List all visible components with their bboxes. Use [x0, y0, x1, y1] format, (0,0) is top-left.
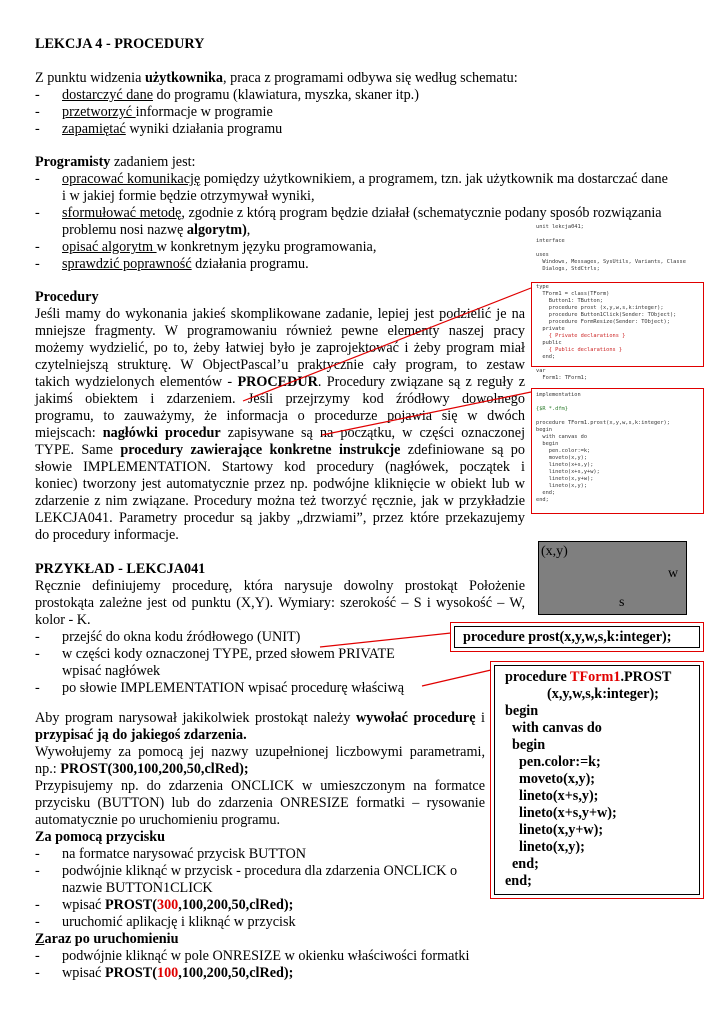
intro-item-text: informacje w programie: [135, 104, 273, 120]
procedures-text: zdefiniowane są po: [400, 442, 525, 458]
procedures-text: zapisywane są na początku, w części oznaczonej: [220, 425, 526, 441]
code-line: type: [536, 284, 549, 290]
programmer-item-underlined: opisać algorytm: [62, 239, 157, 255]
button-step-bold: PROST(: [104, 897, 157, 913]
programmer-item-text: , zgodnie z którą program będzie działał (schematycznie podany sposób rozwiązania: [181, 205, 662, 221]
onresize-step-text: wpisać: [62, 965, 105, 981]
impl-line: lineto(x,y+w);: [519, 822, 604, 838]
example-line: kolor - K.: [35, 612, 91, 628]
onresize-step-bold: PROST(: [104, 965, 157, 981]
bullet-dash: -: [35, 646, 40, 662]
code-line: uses: [536, 252, 549, 258]
bullet-dash: -: [35, 846, 40, 862]
button-step-red: 300: [156, 897, 179, 913]
procedures-text: miejscach:: [35, 425, 103, 441]
button-step: uruchomić aplikację i kliknąć w przycisk: [62, 914, 296, 930]
bullet-dash: -: [35, 914, 40, 930]
programmer-item-cont: i w jakiej formie będzie otrzymywał wyniki,: [62, 188, 315, 204]
programmer-item-bold: algorytm): [186, 222, 247, 238]
programmer-item-underlined: sprawdzić poprawność: [62, 256, 192, 272]
impl-text: .PROST: [620, 669, 672, 685]
code-line: end;: [536, 354, 556, 360]
code-line: private: [536, 326, 565, 332]
bullet-dash: -: [35, 680, 40, 696]
code-line: TForm1 = class(TForm): [536, 291, 610, 297]
procedures-bold: PROCEDUR: [237, 374, 318, 390]
example-step: w części kody oznaczonej TYPE, przed słowem PRIVATE: [62, 646, 395, 662]
code-line: Form1: TForm1;: [536, 375, 588, 381]
code-line: end;: [536, 490, 556, 496]
code-comment: { Public declarations }: [536, 347, 623, 353]
example-heading: PRZYKŁAD - LEKCJA041: [35, 561, 206, 577]
code-line: begin: [536, 441, 559, 447]
impl-line: begin: [505, 703, 539, 719]
bullet-dash: -: [35, 121, 40, 137]
code-line: implementation: [536, 392, 581, 398]
procedures-line: programu, to zauważymy, że informacja o procedurze pojawia się w dwóch: [35, 408, 525, 424]
code-line: Button1: TButton;: [536, 298, 603, 304]
code-line: lineto(x,y);: [536, 483, 588, 489]
code-line: pen.color:=k;: [536, 448, 591, 454]
bullet-dash: -: [35, 863, 40, 879]
procedures-bold: nagłówki procedur: [102, 425, 221, 441]
pointer-line-procedure: [422, 670, 491, 686]
code-line: unit lekcja041;: [536, 224, 584, 230]
call-bold: PROST(300,100,200,50,clRed);: [60, 761, 249, 777]
call-text: np.:: [35, 761, 61, 777]
programmer-item-underlined: opracować komunikację: [62, 171, 201, 187]
bullet-dash: -: [35, 965, 40, 981]
bullet-dash: -: [35, 897, 40, 913]
impl-line: lineto(x+s,y);: [519, 788, 599, 804]
code-line: moveto(x,y);: [536, 455, 588, 461]
figure-xy-label: (x,y): [541, 544, 568, 559]
button-step-text: wpisać: [62, 897, 105, 913]
code-line: procedure FormResize(Sender: TObject);: [536, 319, 670, 325]
code-line: Dialogs, StdCtrls;: [536, 266, 600, 272]
button-step-bold: ,100,200,50,clRed);: [178, 897, 294, 913]
impl-line: moveto(x,y);: [519, 771, 596, 787]
figure-s-label: s: [619, 595, 625, 610]
intro-item-text: do programu (klawiatura, myszka, skaner itp.): [153, 87, 419, 103]
bullet-dash: -: [35, 205, 40, 221]
programmer-item-text: problemu nosi nazwę: [62, 222, 187, 238]
programmer-item-text: pomiędzy użytkownikiem, a programem, tzn. jak użytkownik ma dostarczać dane: [200, 171, 668, 187]
example-line: prostokąta zależne jest od punktu (X,Y). Wymiary: szerokość – S i wysokość – W,: [35, 595, 525, 611]
intro-item-underlined: dostarczyć dane: [62, 87, 153, 103]
procedures-line: słowie IMPLEMENTATION. Startowy kod procedury (nagłówek, początek i: [35, 459, 525, 475]
code-line: interface: [536, 238, 565, 244]
programmer-item-text: działania programu.: [191, 256, 309, 272]
call-paragraph-line: automatycznie po uruchomieniu programu.: [35, 812, 281, 828]
procedures-text: TYPE. Same: [35, 442, 121, 458]
procedures-text: . Procedury związane są z reguły z: [317, 374, 526, 390]
intro-text-c: , praca z programami odbywa się według schematu:: [223, 70, 518, 86]
example-step: przejść do okna kodu źródłowego (UNIT): [62, 629, 301, 645]
bullet-dash: -: [35, 948, 40, 964]
procedures-text: takich wydzielonych elementów -: [35, 374, 238, 390]
button-step: podwójnie kliknąć w przycisk - procedura dla zdarzenia ONCLICK o: [62, 863, 458, 879]
onresize-step-bold: ,100,200,50,clRed);: [178, 965, 294, 981]
programmer-item-text: ,: [246, 222, 251, 238]
impl-line: end;: [505, 873, 532, 889]
code-line: begin: [536, 427, 552, 433]
programmer-item-underlined: sformułować metodę: [62, 205, 182, 221]
procedures-line: koniec) tworzony jest automatycznie przez np. podwójne kliknięcie w obiekt lub w: [35, 476, 525, 492]
onresize-step-red: 100: [156, 965, 179, 981]
bullet-dash: -: [35, 256, 40, 272]
pointer-line-type: [243, 288, 531, 401]
onresize-heading-first: Z: [35, 931, 45, 947]
intro-text-bold: użytkownika: [144, 70, 223, 86]
intro-item-text: wyniki działania programu: [125, 121, 283, 137]
impl-line: lineto(x,y);: [519, 839, 585, 855]
impl-text: procedure: [505, 669, 571, 685]
code-directive: {$R *.dfm}: [536, 406, 568, 412]
intro-item-underlined: przetworzyć: [62, 104, 136, 120]
example-line: Ręcznie definiujemy procedurę, która narysuje dowolny prostokąt Położenie: [35, 578, 525, 594]
intro-text-a: Z punktu widzenia: [35, 70, 145, 86]
bullet-dash: -: [35, 87, 40, 103]
procedures-line: możemy wydzielić, po to, żeby łatwiej było je zaprojektować i żeby program miał: [35, 340, 525, 356]
procedures-line: zdarzenie z nim związane. Procedury można też tworzyć ręcznie, jak w przykładzie: [35, 493, 525, 509]
impl-line: begin: [512, 737, 546, 753]
code-line: Windows, Messages, SysUtils, Variants, Classe: [536, 259, 686, 265]
bullet-dash: -: [35, 629, 40, 645]
pointer-line-header: [320, 633, 451, 647]
bullet-dash: -: [35, 171, 40, 187]
example-step-cont: wpisać nagłówek: [62, 663, 161, 679]
call-paragraph-line: przypisać ją do jakiegoś zdarzenia.: [35, 727, 247, 743]
call-bold: wywołać procedurę: [355, 710, 476, 726]
pointer-line-implementation: [322, 392, 531, 435]
intro-item-underlined: zapamiętać: [62, 121, 126, 137]
procedures-line: mniejsze fragmenty. W programowaniu również pewne elementy naszej pracy: [35, 323, 525, 339]
figure-w-label: w: [668, 566, 679, 581]
procedures-line: jakimś obiektem i zdarzeniem. Jeśli przejrzymy kod źródłowy dowolnego: [35, 391, 525, 407]
programmer-heading-text: zadaniem jest:: [110, 154, 196, 170]
call-paragraph-line: przycisku (BUTTON) lub do zdarzenia ONRESIZE formatki – rysowanie: [35, 795, 485, 811]
impl-line: lineto(x+s,y+w);: [519, 805, 617, 821]
impl-class-red: TForm1: [570, 669, 621, 685]
onresize-heading-rest: araz po uruchomieniu: [44, 931, 179, 947]
code-line: procedure prost (x,y,w,s,k:integer);: [536, 305, 664, 311]
button-step: na formatce narysować przycisk BUTTON: [62, 846, 306, 862]
procedures-heading: Procedury: [35, 289, 99, 305]
call-paragraph-line: Wywołujemy za pomocą jej nazwy uzupełnionej liczbowymi parametrami,: [35, 744, 485, 760]
code-line: procedure TForm1.prost(x,y,w,s,k:integer);: [536, 420, 670, 426]
programmer-heading-bold: Programisty: [35, 154, 111, 170]
code-line: procedure Button1Click(Sender: TObject);: [536, 312, 677, 318]
impl-line: with canvas do: [512, 720, 602, 736]
code-line: lineto(x,y+w);: [536, 476, 594, 482]
onresize-step: podwójnie kliknąć w pole ONRESIZE w okienku właściwości formatki: [62, 948, 470, 964]
button-step-cont: nazwie BUTTON1CLICK: [62, 880, 213, 896]
code-line: lineto(x+s,y);: [536, 462, 594, 468]
code-line: public: [536, 340, 562, 346]
call-text: Aby program narysował jakikolwiek prostokąt należy: [35, 710, 356, 726]
procedures-line: Jeśli mamy do wykonania jakieś skomplikowane zadanie, lepiej jest podzielić je na: [35, 306, 525, 322]
programmer-item-text: w konkretnym języku programowania,: [156, 239, 377, 255]
code-comment: { Private declarations }: [536, 333, 626, 339]
button-heading: Za pomocą przycisku: [35, 829, 166, 845]
procedures-line: do procedury informacje.: [35, 527, 179, 543]
code-line: var: [536, 368, 546, 374]
bullet-dash: -: [35, 104, 40, 120]
call-paragraph-line: Przypisujemy np. do zdarzenia ONCLICK w umieszczonym na formatce: [35, 778, 485, 794]
bullet-dash: -: [35, 239, 40, 255]
procedures-bold: procedury zawierające konkretne instrukcje: [120, 442, 401, 458]
call-text: i: [475, 710, 485, 726]
impl-line: pen.color:=k;: [519, 754, 601, 770]
code-line: with canvas do: [536, 434, 588, 440]
page-title: LEKCJA 4 - PROCEDURY: [35, 36, 205, 52]
code-line: end;: [536, 497, 549, 503]
impl-line: end;: [512, 856, 539, 872]
example-step: po słowie IMPLEMENTATION wpisać procedurę właściwą: [62, 680, 405, 696]
procedures-line: LEKCJA041. Parametry procedur są jakby „drzwiami”, przez które przekazujemy: [35, 510, 525, 526]
procedures-line: czytelniejszą strukturę. W ObjectPascal’u praktycznie cały program, to zestaw: [35, 357, 525, 373]
procedure-header-text: procedure prost(x,y,w,s,k:integer);: [454, 626, 700, 648]
code-line: lineto(x+s,y+w);: [536, 469, 600, 475]
impl-line: (x,y,w,s,k:integer);: [547, 686, 659, 702]
